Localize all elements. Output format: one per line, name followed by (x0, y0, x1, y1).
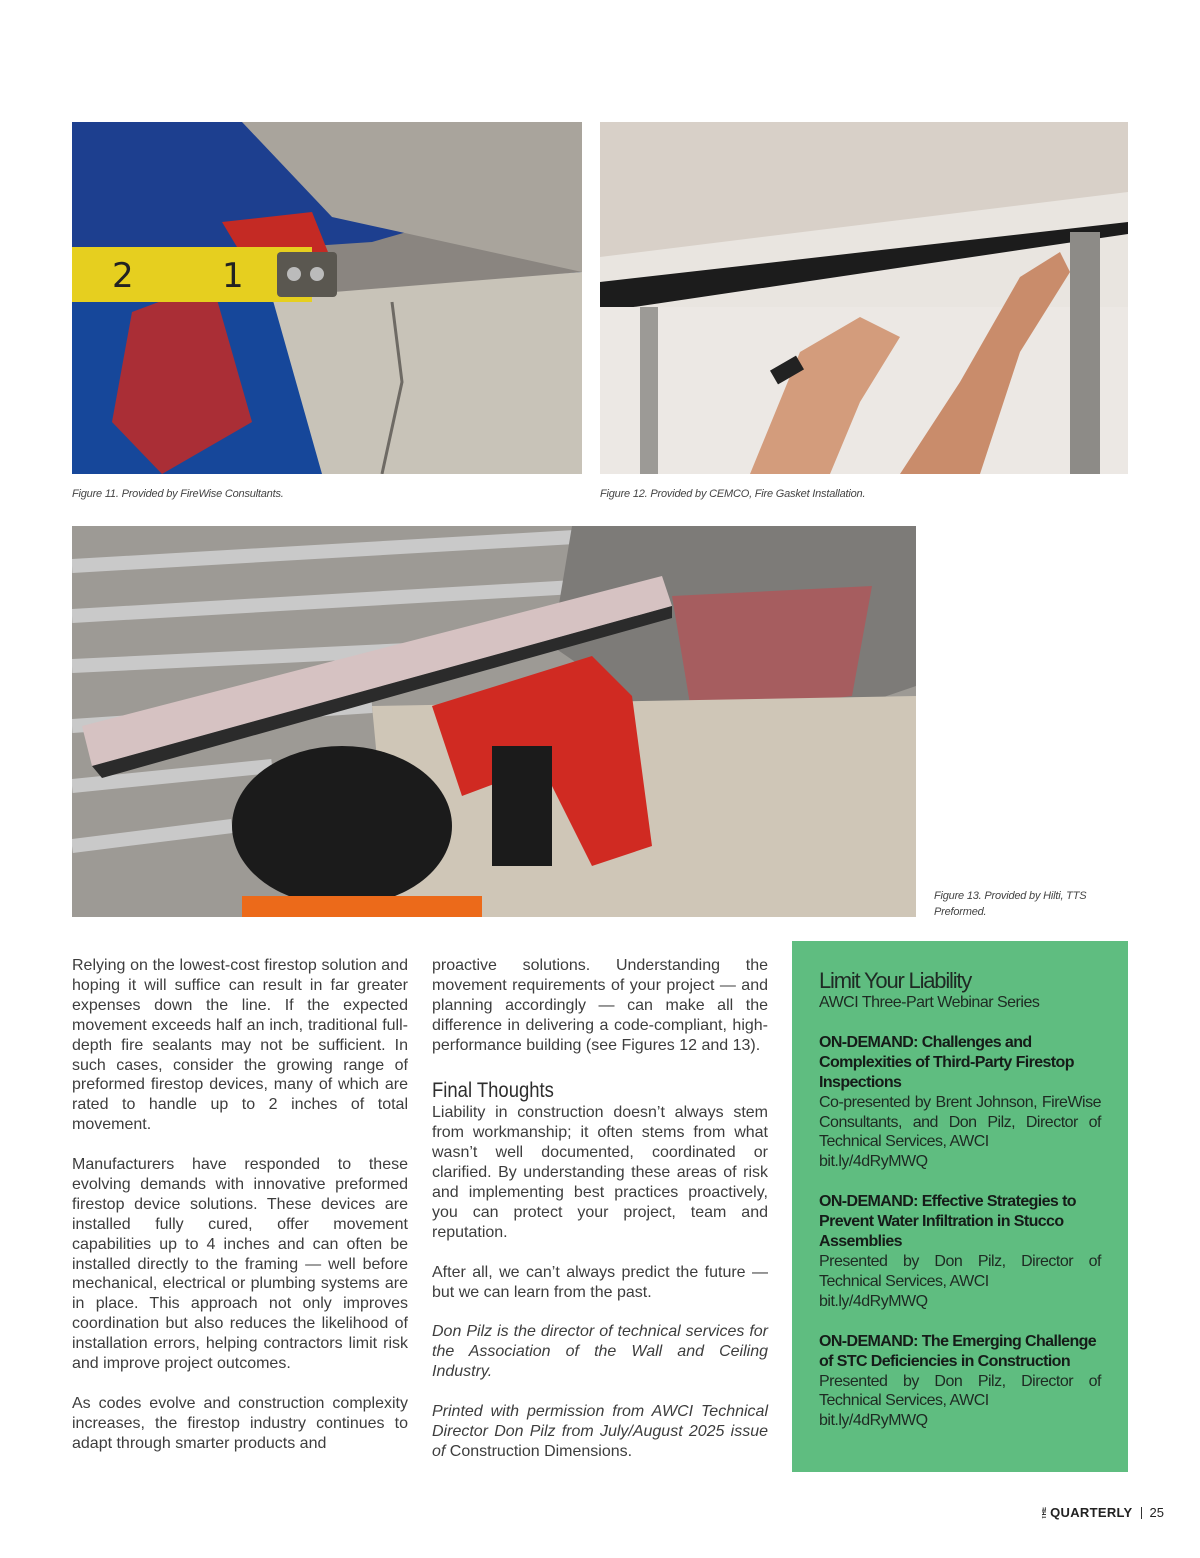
webinar-presenters: Co-presented by Brent Johnson, FireWise Consultants, and Don Pilz, Director of Technical Services, AWCI (819, 1093, 1101, 1151)
permission-prefix: Printed with permission from AWCI Technical Director Don Pilz from July/August 2025 issue of (432, 1402, 768, 1460)
column1-paragraph-3: As codes evolve and construction complexity increases, the firestop industry continues to adapt through smarter products and (72, 1394, 408, 1452)
webinar-link[interactable]: bit.ly/4dRyMWQ (819, 1412, 928, 1430)
figure-12-caption: Figure 12. Provided by CEMCO, Fire Gasket Installation. (600, 488, 866, 500)
figure-13-photo (72, 526, 916, 917)
magazine-the: THE (1042, 1506, 1049, 1519)
footer-divider (1141, 1507, 1142, 1519)
webinar-presenters: Presented by Don Pilz, Director of Technical Services, AWCI (819, 1372, 1101, 1410)
webinar-item (819, 1192, 1101, 1311)
webinar-title: ON-DEMAND: The Emerging Challenge of STC Deficiencies in Construction (819, 1332, 1097, 1370)
webinar-presenters: Presented by Don Pilz, Director of Technical Services, AWCI (819, 1252, 1101, 1290)
page-footer (1042, 1505, 1164, 1520)
page-number: 25 (1149, 1505, 1164, 1520)
figure-11-caption: Figure 11. Provided by FireWise Consultants. (72, 488, 284, 500)
svg-text:2: 2 (112, 256, 134, 296)
figure-13-caption: Figure 13. Provided by Hilti, TTS Preformed. (934, 890, 1087, 918)
webinar-item (819, 1332, 1101, 1432)
column1-paragraph-2: Manufacturers have responded to these evolving demands with innovative preformed firestop device solutions. These devices are installed fully cured, offer movement capabilities up to 4 inches and can often be installed directly to the framing — well before mechanical, electrical or plumbing systems are in place. This approach not only improves coordination but also reduces the likelihood of installation errors, helping contractors limit risk and improve project outcomes. (72, 1156, 408, 1373)
column1-paragraph-1: Relying on the lowest-cost firestop solution and hoping it will suffice can result in far greater expenses down the line. If the expected movement exceeds half an inch, traditional full-depth fire sealants may not be sufficient. In such cases, consider the growing range of preformed firestop devices, many of which are rated to handle up to 2 inches of total movement. (72, 957, 408, 1134)
publication-name: Construction Dimensions. (449, 1442, 633, 1460)
figure-12-photo (600, 122, 1128, 474)
column2-paragraph-2: Liability in construction doesn’t always stem from workmanship; it often stems from what wasn’t well documented, coordinated or clarified. By understanding these areas of risk and implementing best practices proactively, you can protect your project, team and reputation. (432, 1104, 768, 1241)
webinar-link[interactable]: bit.ly/4dRyMWQ (819, 1153, 928, 1171)
svg-text:1: 1 (222, 256, 244, 296)
webinar-link[interactable]: bit.ly/4dRyMWQ (819, 1292, 928, 1310)
sidebar-title: Limit Your Liability (819, 968, 972, 993)
webinar-sidebar (792, 941, 1128, 1472)
section-heading-final-thoughts: Final Thoughts (432, 1079, 554, 1103)
webinar-item (819, 1033, 1101, 1172)
column2-paragraph-1: proactive solutions. Understanding the movement requirements of your project — and planning accordingly — can make all the difference in delivering a code-compliant, high-performance building (see Figures 12 and 13). (432, 957, 768, 1054)
webinar-title: ON-DEMAND: Effective Strategies to Prevent Water Infiltration in Stucco Assemblies (819, 1193, 1076, 1251)
magazine-logo (1042, 1505, 1132, 1520)
figure-11-photo (72, 122, 582, 474)
sidebar-subtitle: AWCI Three-Part Webinar Series (819, 994, 1040, 1011)
webinar-title: ON-DEMAND: Challenges and Complexities of Third-Party Firestop Inspections (819, 1033, 1074, 1091)
column2-paragraph-3: After all, we can’t always predict the future — but we can learn from the past. (432, 1263, 768, 1301)
article-column-1 (72, 956, 408, 1474)
author-bio: Don Pilz is the director of technical services for the Association of the Wall and Ceiling Industry. (432, 1323, 768, 1381)
article-column-2 (432, 956, 768, 1482)
magazine-name: QUARTERLY (1050, 1505, 1133, 1520)
permission-note (432, 1402, 768, 1462)
